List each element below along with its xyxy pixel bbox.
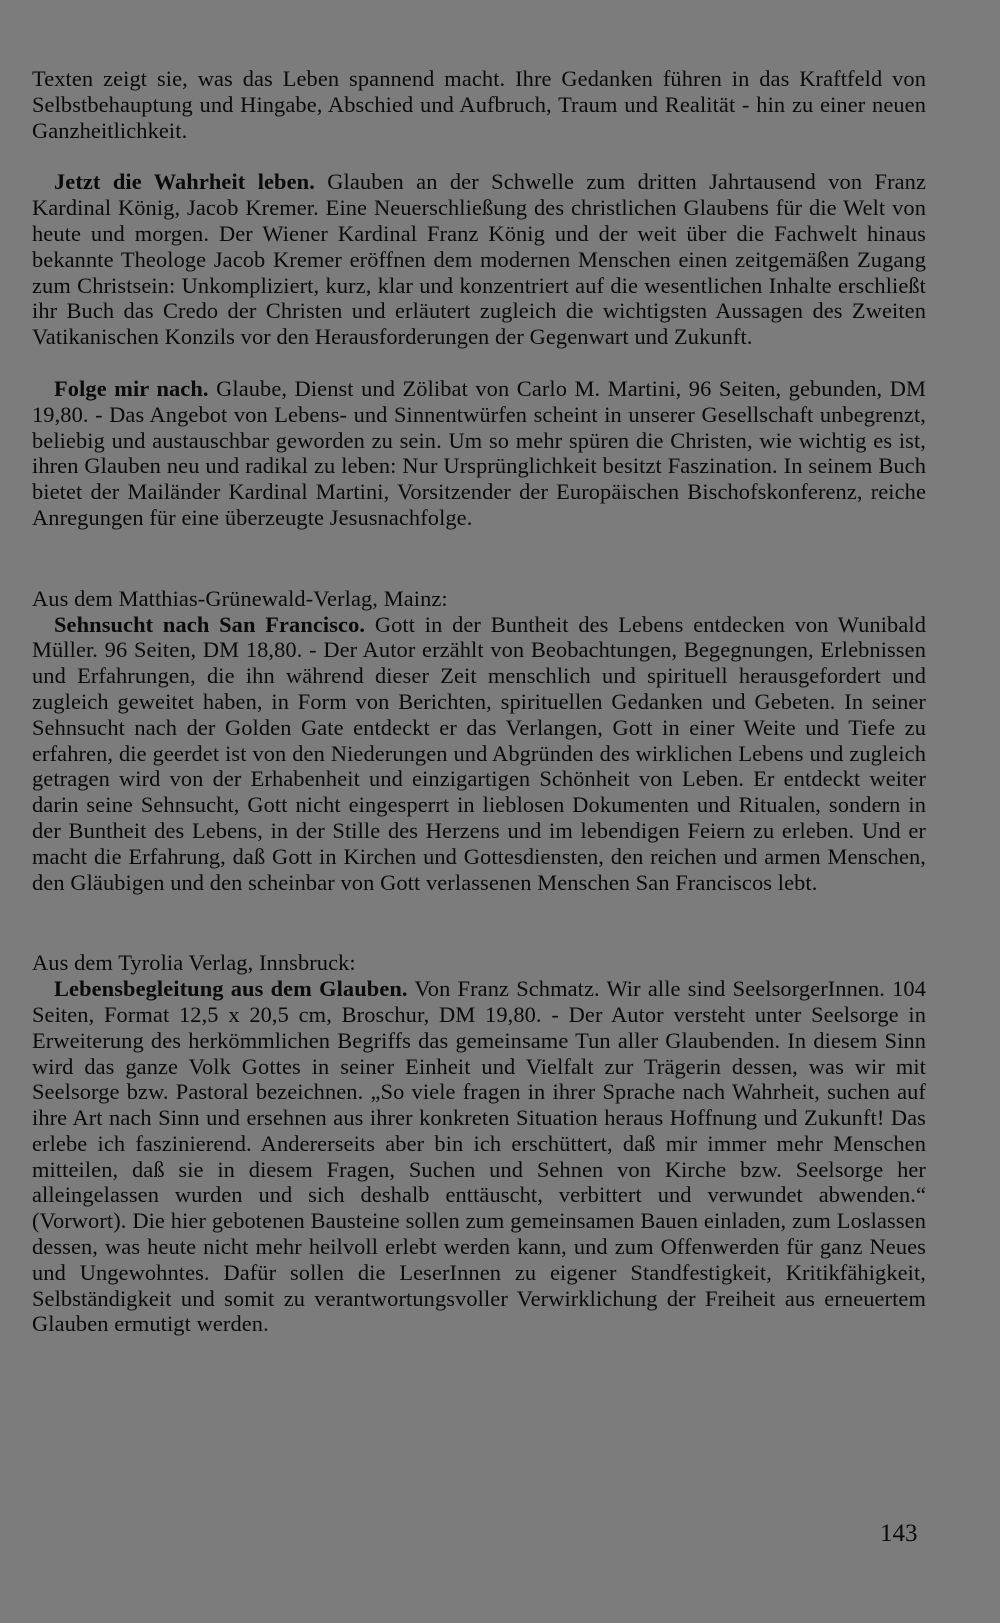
entry-jetzt-die-wahrheit-leben [32, 169, 926, 350]
entry-body: Gott in der Buntheit des Lebens entdecken von Wunibald Müller. 96 Seiten, DM 18,80. - Der Autor erzählt von Beobachtungen, Begegnungen, Erlebnissen und Erfahrungen, die ihn während dieser Zeit menschlich und spirituell herausgefordert und zugleich geweitet haben, in Form von Berichten, spirituellen Gedanken und Gebeten. In seiner Sehnsucht nach der Golden Gate entdeckt er das Verlangen, Gott in einer Weite und Tiefe zu erfahren, die geerdet ist von den Niederungen und Abgründen des wirklichen Lebens und zugleich getragen wird von der Erhabenheit und einzigartigen Schönheit von Leben. Er entdeckt weiter darin seine Sehnsucht, Gott nicht eingesperrt in lieblosen Dokumenten und Ritualen, sondern in der Buntheit des Lebens, in der Stille des Herzens und im lebendigen Feiern zu erleben. Und er macht die Erfahrung, daß Gott in Kirchen und Gottesdiensten, den reichen und armen Menschen, den Gläubigen und den scheinbar von Gott verlassenen Menschen San Franciscos lebt. [32, 611, 926, 895]
paragraph-gap [32, 143, 926, 169]
section-gap [32, 895, 926, 950]
entry-sehnsucht-nach-san-francisco [32, 612, 926, 896]
entry-body: Glaube, Dienst und Zölibat von Carlo M. Martini, 96 Seiten, gebunden, DM 19,80. - Das Angebot von Lebens- und Sinnentwürfen scheint in unserer Gesellschaft unbegrenzt, beliebig und austauschbar geworden zu sein. Um so mehr spüren die Christen, wie wichtig es ist, ihren Glauben neu und radikal zu leben: Nur Ursprünglichkeit besitzt Faszination. In seinem Buch bietet der Mailänder Kardinal Martini, Vorsitzender der Europäischen Bischofskonferenz, reiche Anregungen für eine überzeugte Jesusnachfolge. [32, 375, 927, 530]
entry-title: Sehnsucht nach San Francisco. [54, 611, 366, 637]
entry-folge-mir-nach [32, 376, 926, 531]
entry-title: Lebensbegleitung aus dem Glauben. [54, 976, 408, 1002]
paragraph-gap [32, 350, 926, 376]
publisher-heading-tyrolia: Aus dem Tyrolia Verlag, Innsbruck: [32, 950, 356, 976]
text-column [32, 66, 926, 1337]
entry-title: Folge mir nach. [54, 375, 209, 401]
entry-body: Glauben an der Schwelle zum dritten Jahrtausend von Franz Kardinal König, Jacob Kremer. Eine Neuerschließung des christlichen Glaubens für die Welt von heute und morgen. Der Wiener Kardinal Franz König und der weit über die Fachwelt hinaus bekannte Theologe Jacob Kremer eröffnen dem modernen Menschen einen zeitgemäßen Zugang zum Christsein: Unkompliziert, kurz, klar und konzentriert auf die wesentlichen Inhalte erschließt ihr Buch das Credo der Christen und erläutert zugleich die wichtigsten Aussagen des Zweiten Vatikanischen Konzils vor den Herausforderungen der Gegenwart und Zukunft. [32, 169, 926, 350]
entry-body: Von Franz Schmatz. Wir alle sind SeelsorgerInnen. 104 Seiten, Format 12,5 x 20,5 cm, Broschur, DM 19,80. - Der Autor versteht unter Seelsorge in Erweiterung des herkömmlichen Begriffs das gemeinsame Tun aller Glaubenden. In diesem Sinn wird das ganze Volk Gottes in seiner Einheit und Vielfalt zur Trägerin dessen, was wir mit Seelsorge bzw. Pastoral bezeichnen. „So viele fragen in ihrer Sprache nach Wahrheit, suchen auf ihre Art nach Sinn und ersehnen aus ihrer konkreten Situation heraus Hoffnung und Zukunft! Das erlebe ich faszinierend. Andererseits aber bin ich erschüttert, daß mir immer mehr Menschen mitteilen, daß sie in diesem Fragen, Suchen und Sehnen von Kirche bzw. Seelsorge her alleingelassen wurden und sich deshalb enttäuscht, verbittert und verwundet abwenden.“ (Vorwort). Die hier gebotenen Bausteine sollen zum gemeinsamen Bauen einladen, zum Loslassen dessen, was heute nicht mehr heilvoll erlebt werden kann, und zum Offenwerden für ganz Neues und Ungewohntes. Dafür sollen die LeserInnen zu eigener Standfestigkeit, Kritikfähigkeit, Selbständigkeit und somit zu verantwortungsvoller Verwirklichung der Freiheit aus erneuertem Glauben ermutigt werden. [32, 976, 926, 1337]
page-number: 143 [880, 1520, 918, 1547]
section-gap [32, 531, 926, 586]
intro-paragraph: Texten zeigt sie, was das Leben spannend macht. Ihre Gedanken führen in das Kraftfeld von Selbstbehauptung und Hingabe, Abschied und Aufbruch, Traum und Realität - hin zu einer neuen Ganzheitlichkeit. [32, 66, 926, 143]
entry-title: Jetzt die Wahrheit leben. [54, 169, 315, 195]
entry-lebensbegleitung-aus-dem-glauben [32, 976, 926, 1337]
publisher-heading-gruenewald: Aus dem Matthias-Grünewald-Verlag, Mainz: [32, 585, 448, 611]
